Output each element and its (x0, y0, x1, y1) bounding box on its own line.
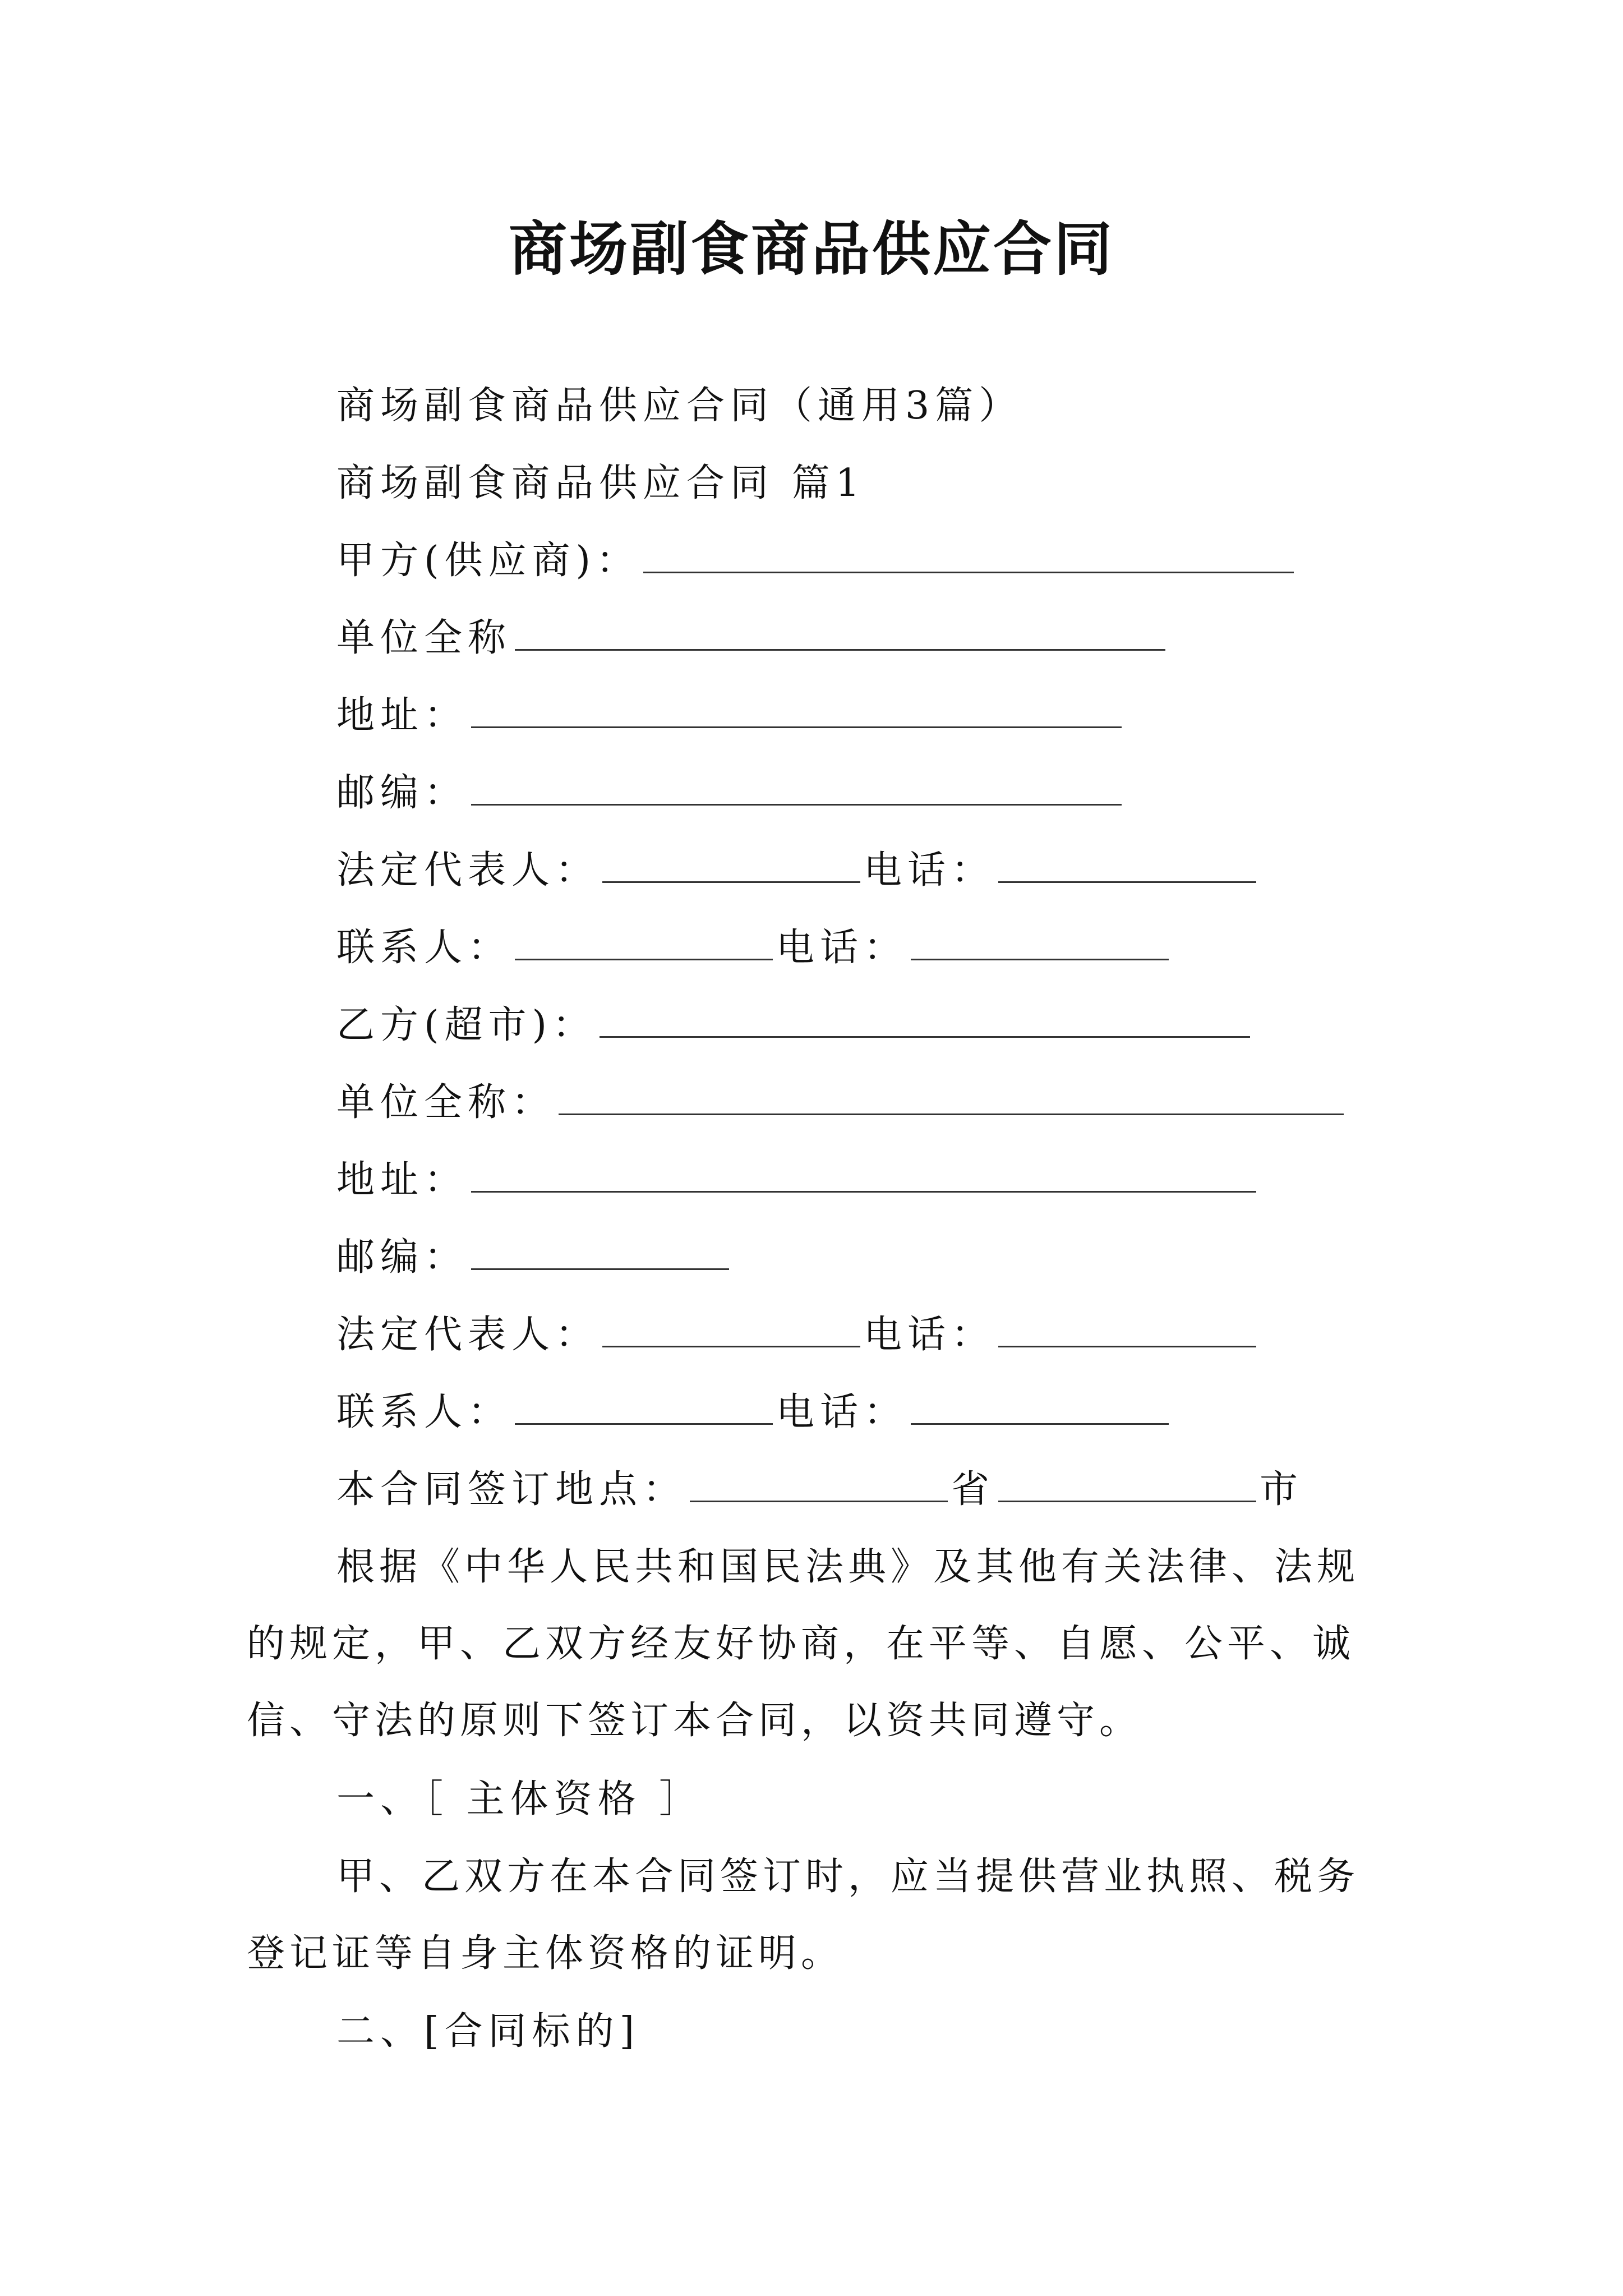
section1-body: 甲、乙双方在本合同签订时，应当提供营业执照、税务登记证等自身主体资格的证明。 (247, 1855, 1360, 1976)
party-b-address-blank (471, 1188, 1256, 1193)
party-b-legal-rep-label: 法定代表人： (336, 1313, 600, 1357)
city-label: 市 (1260, 1467, 1304, 1512)
party-b-line (336, 1003, 1253, 1047)
party-b-postcode-blank (471, 1265, 729, 1270)
party-a-phone-label-2: 电话： (776, 926, 908, 970)
party-b-fullname-blank (559, 1110, 1344, 1115)
section2-heading: 二、[合同标的] (336, 2009, 640, 2054)
party-b-phone-blank-1 (998, 1342, 1256, 1347)
party-b-blank (600, 1033, 1250, 1038)
province-label: 省 (951, 1467, 995, 1512)
document-title: 商场副食商品供应合同 (508, 215, 1114, 283)
party-a-address-line (336, 693, 1125, 738)
party-a-contact-line (336, 926, 1172, 970)
party-a-fullname-blank (515, 646, 1165, 651)
party-a-legal-rep-label: 法定代表人： (336, 848, 600, 892)
party-b-phone-blank-2 (911, 1420, 1169, 1425)
party-b-legal-rep-line (336, 1313, 1260, 1357)
party-a-postcode-blank (471, 800, 1122, 806)
party-a-line (336, 539, 1297, 583)
party-a-contact-label: 联系人： (336, 926, 512, 970)
party-a-address-blank (471, 723, 1122, 728)
party-b-fullname-label: 单位全称： (336, 1080, 556, 1125)
party-b-contact-line (336, 1390, 1172, 1434)
article-heading: 商场副食商品供应合同 篇1 (336, 461, 865, 505)
signing-place-line (336, 1467, 1304, 1512)
party-a-contact-blank (515, 955, 773, 960)
party-b-fullname-line (336, 1080, 1347, 1125)
party-b-postcode-label: 邮编： (336, 1235, 468, 1280)
party-a-blank (643, 568, 1294, 573)
party-a-legal-rep-blank (602, 878, 860, 883)
party-b-postcode-line (336, 1235, 732, 1280)
party-a-phone-blank-1 (998, 878, 1256, 883)
province-blank (690, 1497, 948, 1502)
party-a-phone-label-1: 电话： (864, 848, 995, 892)
city-blank (998, 1497, 1256, 1502)
signing-place-label: 本合同签订地点： (336, 1467, 687, 1512)
party-a-legal-rep-line (336, 848, 1260, 892)
party-b-contact-blank (515, 1420, 773, 1425)
party-b-phone-label-1: 电话： (864, 1313, 995, 1357)
party-b-address-line (336, 1158, 1260, 1202)
party-a-phone-blank-2 (911, 955, 1169, 960)
party-a-postcode-line (336, 771, 1125, 815)
intro-paragraph: 根据《中华人民共和国民法典》及其他有关法律、法规的规定，甲、乙双方经友好协商，在平等、自愿、公平、诚信、守法的原则下签订本合同，以资共同遵守。 (247, 1545, 1360, 1743)
party-b-legal-rep-blank (602, 1342, 860, 1347)
party-a-fullname-line (336, 616, 1169, 660)
party-b-contact-label: 联系人： (336, 1390, 512, 1434)
party-a-address-label: 地址： (336, 693, 468, 738)
party-a-fullname-label: 单位全称 (336, 616, 512, 660)
party-a-postcode-label: 邮编： (336, 771, 468, 815)
party-a-label: 甲方(供应商)： (336, 539, 640, 583)
section1-heading: 一、［ 主体资格 ］ (336, 1777, 703, 1821)
document-subtitle: 商场副食商品供应合同（通用3篇） (336, 384, 1023, 428)
party-b-label: 乙方(超市)： (336, 1003, 597, 1047)
party-b-address-label: 地址： (336, 1158, 468, 1202)
party-b-phone-label-2: 电话： (776, 1390, 908, 1434)
